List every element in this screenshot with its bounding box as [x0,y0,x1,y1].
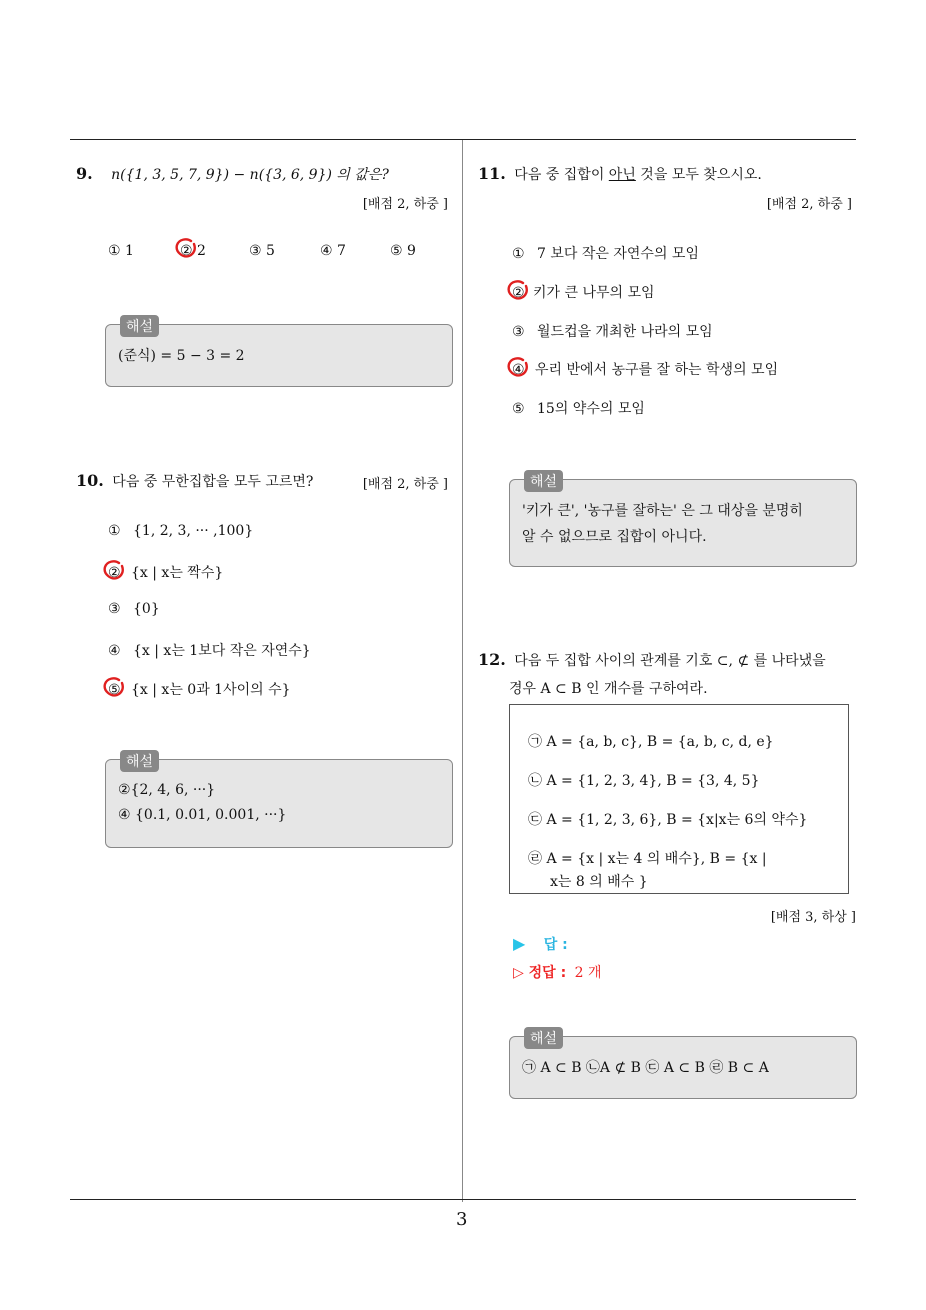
q9-meta: [배점 2, 하중 ] [362,197,448,212]
q10-option-5[interactable] [108,679,291,699]
q11-explanation-line-2: 알 수 없으므로 집합이 아니다. [522,529,707,545]
q11-explanation-line-1: '키가 큰', '농구를 잘하는' 은 그 대상을 분명히 [522,503,803,519]
q12-correct-value: 2 개 [574,965,602,981]
q11-option-4-text: 우리 반에서 농구를 잘 하는 학생의 모임 [535,362,779,378]
q12-answer-label: 답 : [543,937,568,953]
q11-option-5-text: 15의 약수의 모임 [537,401,645,417]
q12-item-4-cont: x는 8 의 배수 } [550,874,648,890]
q10-option-4-text: {x | x는 1보다 작은 자연수} [133,643,311,659]
q12-correct-row [513,962,602,982]
q10-option-3-num: ③ [108,601,121,617]
q10-option-3-text: {0} [133,601,160,617]
q11-option-2-text: 키가 큰 나무의 모임 [533,285,655,301]
q11-option-5-num: ⑤ [512,401,525,417]
q11-header [478,164,762,184]
q10-explanation-line-2: ④ {0.1, 0.01, 0.001, ···} [118,807,287,823]
q10-option-1[interactable] [108,523,253,539]
q10-option-2-num: ② [108,565,121,581]
q9-number: 9. [76,164,93,183]
q11-option-1[interactable] [512,243,699,263]
bottom-rule [70,1199,856,1200]
q11-option-3-text: 월드컵을 개최한 나라의 모임 [537,324,713,340]
q9-option-2[interactable] [180,243,206,259]
q11-number: 11. [478,164,506,183]
q10-meta: [배점 2, 하중 ] [362,477,448,492]
q10-option-5-num: ⑤ [108,682,121,698]
q10-explanation-line-1: ②{2, 4, 6, ···} [118,782,216,798]
q12-problem-box [509,704,849,894]
q11-option-1-text: 7 보다 작은 자연수의 모임 [537,246,699,262]
q9-question: n({1, 3, 5, 7, 9}) − n({3, 6, 9}) 의 값은? [111,167,389,183]
q11-option-1-num: ① [512,246,525,262]
q12-question-line-2: 경우 A ⊂ B 인 개수를 구하여라. [509,681,708,697]
q12-question-line-1: 다음 두 집합 사이의 관계를 기호 ⊂, ⊄ 를 나타냈을 [514,653,826,669]
column-divider [462,140,463,1202]
page-number: 3 [456,1209,468,1230]
q12-explanation-box [509,1031,857,1099]
q10-option-2-text: {x | x는 짝수} [131,565,224,581]
q9-option-3[interactable]: ③ 5 [249,243,275,259]
q9-option-2-value: 2 [197,243,206,259]
q9-option-5[interactable]: ⑤ 9 [390,243,416,259]
q12-number: 12. [478,650,506,669]
q10-header [76,471,313,491]
q9-explanation-tag: 해설 [120,315,159,337]
q12-item-3: ㉢ A = {1, 2, 3, 6}, B = {x|x는 6의 약수} [528,812,808,828]
q11-meta: [배점 2, 하중 ] [766,197,852,212]
q11-option-3-num: ③ [512,324,525,340]
q10-number: 10. [76,471,104,490]
q10-question: 다음 중 무한집합을 모두 고르면? [112,474,314,490]
q10-explanation-box [105,754,453,848]
q11-option-5[interactable] [512,398,645,418]
q10-explanation-tag: 해설 [120,750,159,772]
q10-option-3[interactable] [108,601,160,617]
q10-option-1-text: {1, 2, 3, ··· ,100} [133,523,254,539]
q9-option-4[interactable]: ④ 7 [320,243,346,259]
q12-item-1: ㉠ A = {a, b, c}, B = {a, b, c, d, e} [528,734,774,750]
q12-header [478,650,826,670]
q12-item-4: ㉣ A = {x | x는 4 의 배수}, B = {x | [528,851,767,867]
q11-option-2[interactable] [512,282,655,302]
q10-option-4-num: ④ [108,643,121,659]
q9-explanation-box [105,319,453,387]
q11-option-2-num: ② [512,285,525,301]
q12-explanation-tag: 해설 [524,1027,563,1049]
q11-question-post: 것을 모두 찾으시오. [635,167,762,183]
q12-meta: [배점 3, 하상 ] [770,910,856,925]
q12-answer-row [513,934,568,954]
q12-item-2: ㉡ A = {1, 2, 3, 4}, B = {3, 4, 5} [528,773,760,789]
q11-explanation-tag: 해설 [524,470,563,492]
q11-option-3[interactable] [512,321,713,341]
q11-question-pre: 다음 중 집합이 [514,167,609,183]
q9-option-2-num: ② [180,243,193,259]
q9-option-1[interactable]: ① 1 [108,243,134,259]
q11-question-underlined: 아닌 [608,167,636,183]
q12-correct-label: ▷ 정답 : [513,965,567,981]
q9-header [76,164,389,184]
q12-explanation-text: ㉠ A ⊂ B ㉡A ⊄ B ㉢ A ⊂ B ㉣ B ⊂ A [522,1060,769,1076]
q11-option-4[interactable] [512,359,778,379]
q10-option-5-text: {x | x는 0과 1사이의 수} [131,682,291,698]
q11-option-4-num: ④ [512,362,525,378]
top-rule [70,139,856,140]
q10-option-2[interactable] [108,562,223,582]
q10-option-1-num: ① [108,523,121,539]
play-arrow-icon: ▶ [513,934,526,953]
q10-option-4[interactable] [108,640,311,660]
q9-explanation-text: (준식) = 5 − 3 = 2 [118,348,245,364]
q11-explanation-box [509,474,857,567]
